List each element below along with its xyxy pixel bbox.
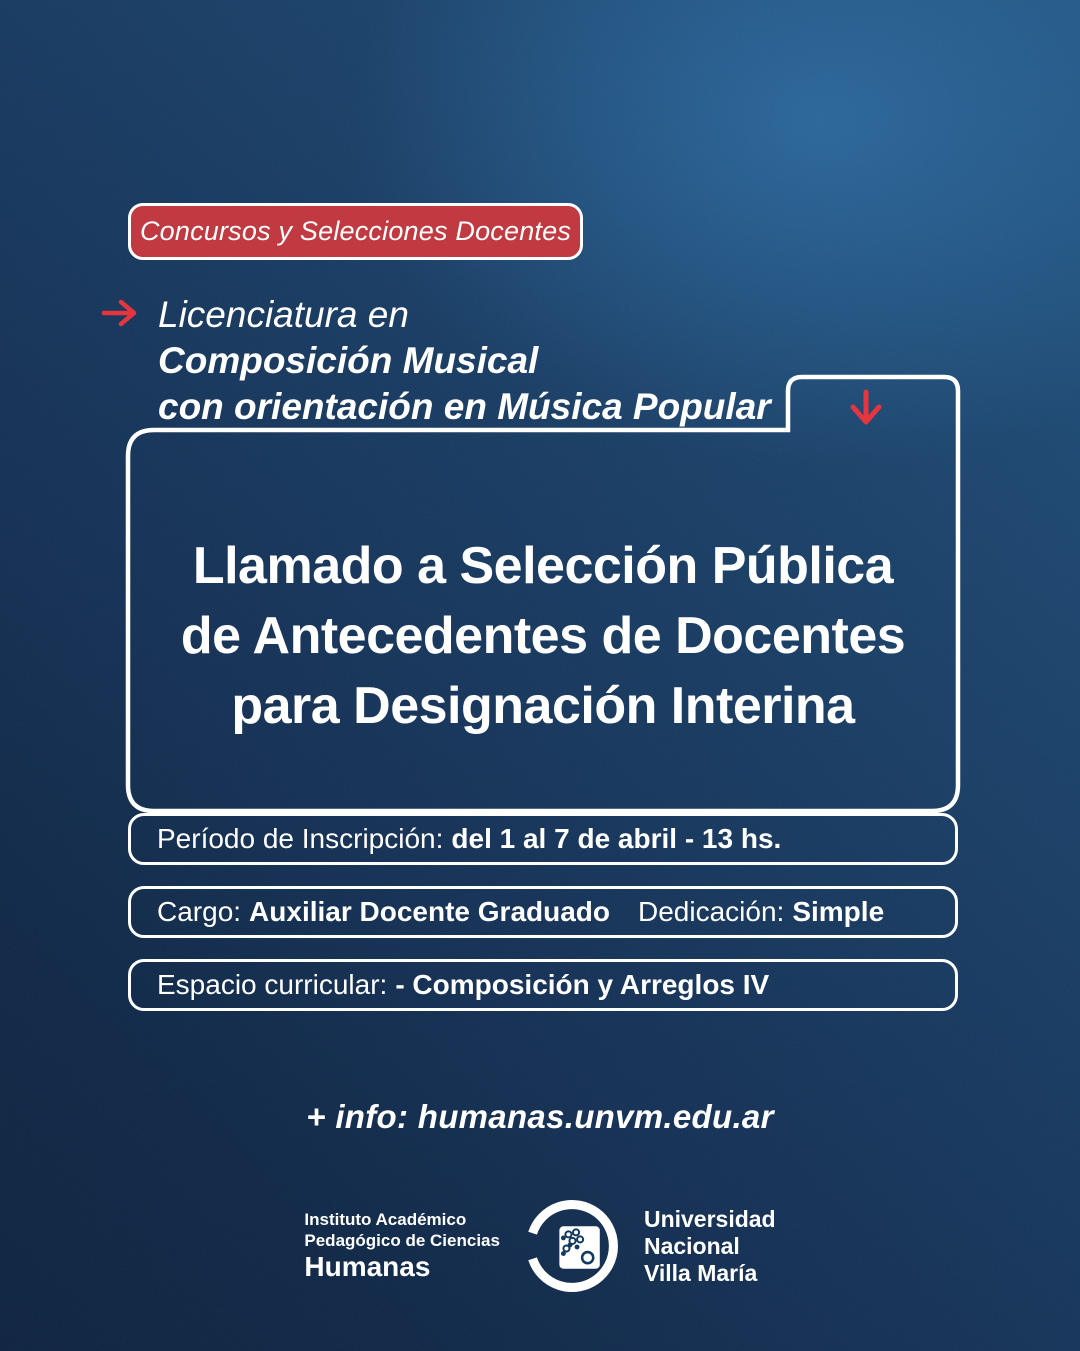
footer bbox=[0, 1198, 1080, 1294]
institute-line-1: Instituto Académico bbox=[304, 1210, 467, 1229]
program-line-1: Licenciatura en bbox=[158, 294, 409, 335]
program-line-3: con orientación en Música Popular bbox=[158, 386, 771, 427]
university-name bbox=[644, 1206, 776, 1287]
curricular-space-label: Espacio curricular: bbox=[157, 969, 388, 1000]
category-badge-label: Concursos y Selecciones Docentes bbox=[139, 216, 572, 246]
inscription-period-label: Período de Inscripción: bbox=[157, 823, 444, 854]
category-badge bbox=[128, 203, 583, 260]
dedication-value: Simple bbox=[792, 896, 885, 927]
program-name bbox=[158, 292, 918, 430]
inscription-period-value: del 1 al 7 de abril - 13 hs. bbox=[451, 823, 782, 854]
position-value: Auxiliar Docente Graduado bbox=[249, 896, 611, 927]
curricular-space-row bbox=[128, 959, 958, 1011]
institute-line-3: Humanas bbox=[304, 1251, 431, 1282]
dedication-label: Dedicación: bbox=[638, 896, 785, 927]
position-row bbox=[128, 886, 958, 938]
position-label: Cargo: bbox=[157, 896, 242, 927]
page-title bbox=[128, 430, 958, 811]
curricular-space-value: - Composición y Arreglos IV bbox=[395, 969, 770, 1000]
right-arrow-icon bbox=[104, 302, 134, 324]
institute-line-2: Pedagógico de Ciencias bbox=[304, 1231, 500, 1250]
program-line-2: Composición Musical bbox=[158, 340, 539, 381]
info-url: + info: humanas.unvm.edu.ar bbox=[306, 1098, 774, 1135]
title-line-2: de Antecedentes de Docentes bbox=[180, 606, 906, 665]
unvm-logo bbox=[524, 1198, 620, 1294]
title-line-3: para Designación Interina bbox=[231, 676, 855, 735]
university-line-3: Villa María bbox=[643, 1259, 758, 1286]
inscription-period-row bbox=[128, 813, 958, 865]
university-line-2: Nacional bbox=[643, 1232, 740, 1259]
university-line-1: Universidad bbox=[643, 1205, 776, 1232]
title-line-1: Llamado a Selección Pública bbox=[192, 536, 894, 595]
institute-name bbox=[304, 1209, 500, 1283]
